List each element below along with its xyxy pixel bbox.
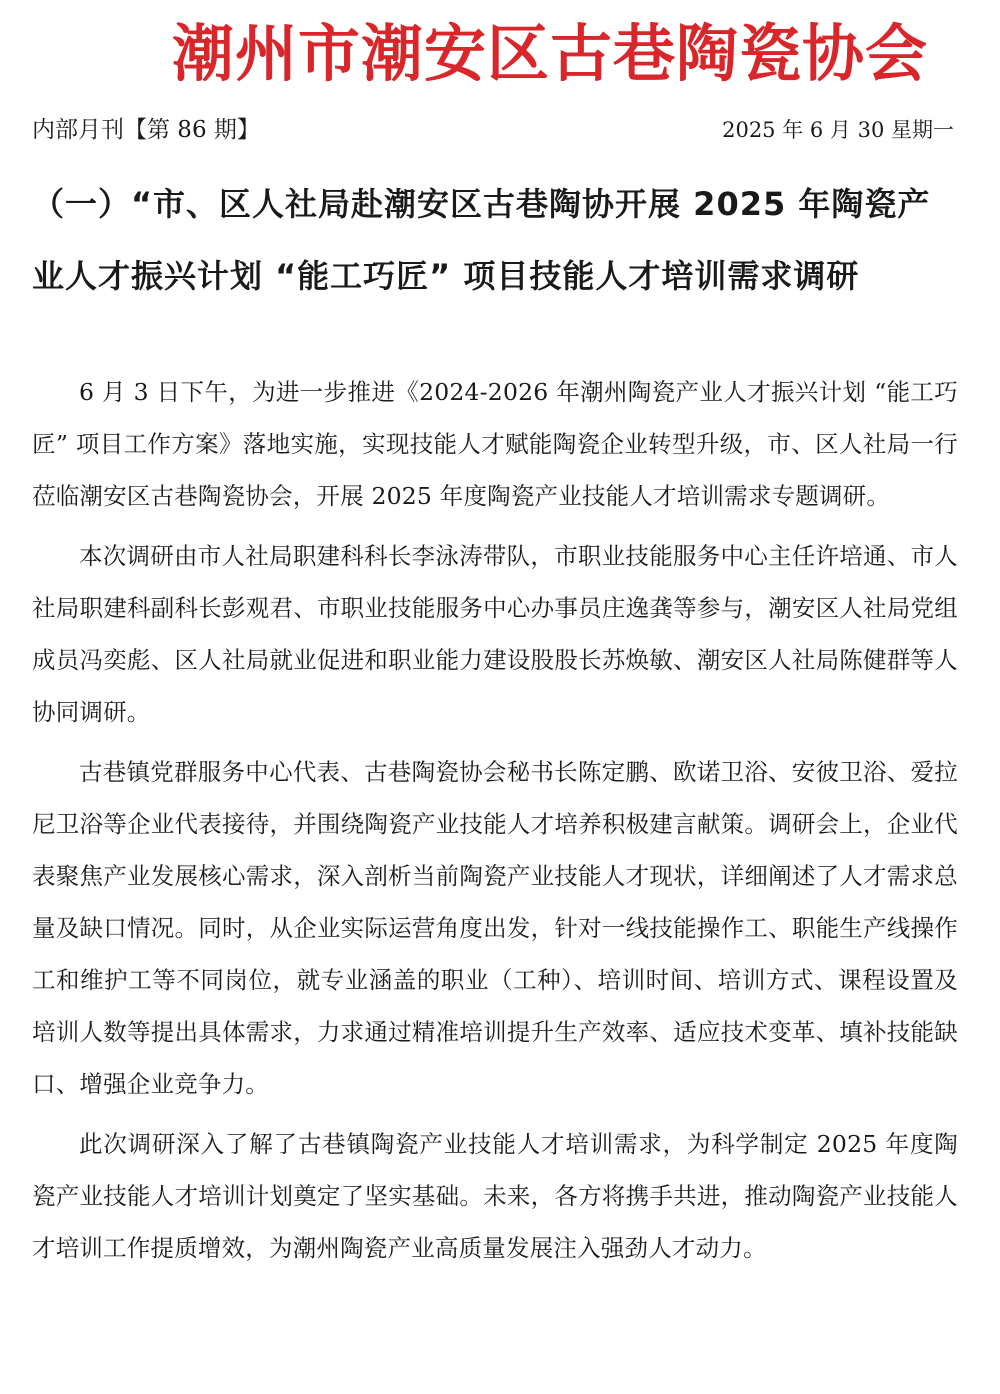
publication-date: 2025 年 6 月 30 星期一 [722, 118, 954, 142]
article-headline: （一）“市、区人社局赴潮安区古巷陶协开展 2025 年陶瓷产业人才振兴计划 “能工巧匠” 项目技能人才培训需求调研 [32, 185, 931, 295]
article-paragraph: 6 月 3 日下午，为进一步推进《2024-2026 年潮州陶瓷产业人才振兴计划 “能工巧匠” 项目工作方案》落地实施，实现技能人才赋能陶瓷企业转型升级，市、区人社局一行莅临潮安区古巷陶瓷协会，开展 2025 年度陶瓷产业技能人才培训需求专题调研。 [32, 378, 958, 510]
article-paragraph: 古巷镇党群服务中心代表、古巷陶瓷协会秘书长陈定鹏、欧诺卫浴、安彼卫浴、爱拉尼卫浴等企业代表接待，并围绕陶瓷产业技能人才培养积极建言献策。调研会上，企业代表聚焦产业发展核心需求，深入剖析当前陶瓷产业技能人才现状，详细阐述了人才需求总量及缺口情况。同时，从企业实际运营角度出发，针对一线技能操作工、职能生产线操作工和维护工等不同岗位，就专业涵盖的职业（工种）、培训时间、培训方式、课程设置及培训人数等提出具体需求，力求通过精准培训提升生产效率、适应技术变革、填补技能缺口、增强企业竞争力。 [32, 758, 958, 1098]
association-title: 潮州市潮安区古巷陶瓷协会 [171, 17, 928, 90]
masthead [0, 14, 1000, 94]
issue-meta-row [32, 112, 954, 148]
article-paragraph: 此次调研深入了解了古巷镇陶瓷产业技能人才培训需求，为科学制定 2025 年度陶瓷产业技能人才培训计划奠定了坚实基础。未来，各方将携手共进，推动陶瓷产业技能人才培训工作提质增效，为潮州陶瓷产业高质量发展注入强劲人才动力。 [32, 1130, 958, 1262]
article-paragraph: 本次调研由市人社局职建科科长李泳涛带队，市职业技能服务中心主任许培通、市人社局职建科副科长彭观君、市职业技能服务中心办事员庄逸龚等参与，潮安区人社局党组成员冯奕彪、区人社局就业促进和职业能力建设股股长苏焕敏、潮安区人社局陈健群等人协同调研。 [32, 542, 958, 726]
issue-number: 内部月刊【第 86 期】 [32, 117, 260, 143]
article-body [32, 366, 958, 1282]
